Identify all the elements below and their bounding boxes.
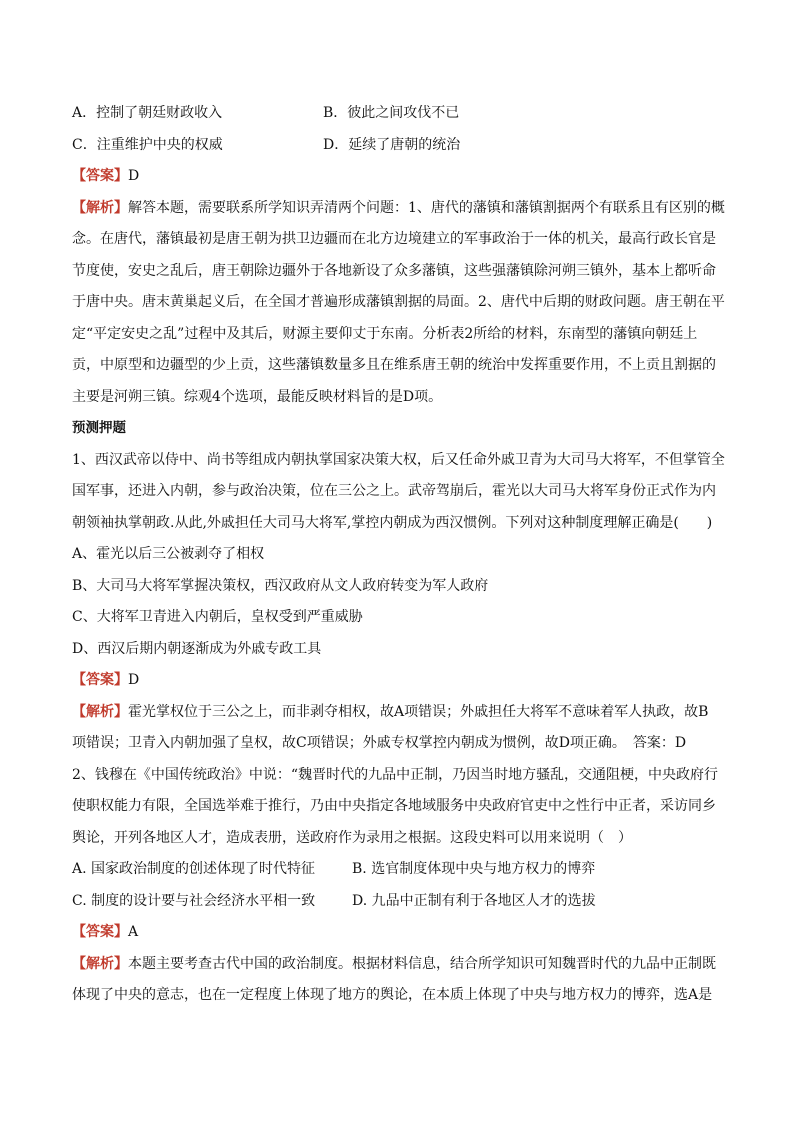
stem-line: 使职权能力有限，全国选举难于推行，乃由中央指定各地域服务中央政府官吏中之性行中正者，采访同乡 [72,798,716,814]
analysis-tag: 【解析】 [72,199,128,216]
analysis-line: 项错误；卫青入内朝加强了皇权，故C项错误；外戚专权掌控内朝成为惯例，故D项正确。 答案：D [72,735,687,751]
q2-stem [72,760,724,855]
analysis-line: 体现了中央的意志，也在一定程度上体现了地方的舆论，在本质上体现了中央与地方权力的博弈，选A是 [72,987,713,1003]
q1-option-d[interactable]: D、西汉后期内朝逐渐成为外戚专政工具 [72,640,322,657]
analysis-line: 念。在唐代，藩镇最初是唐王朝为拱卫边疆而在北方边境建立的军事政治于一体的机关，最高行政长官是 [72,231,716,247]
q1-stem [72,445,724,540]
stem-line: 1、西汉武帝以侍中、尚书等组成内朝执掌国家决策大权，后又任命外戚卫青为大司马大将军，不但掌管全 [72,451,725,468]
answer-tag: 【答案】 [72,924,128,940]
analysis-line: 主要是河朔三镇。综观4个选项，最能反映材料旨的是D项。 [72,388,443,405]
q1-analysis [72,697,724,760]
q0-options-row-2 [72,130,724,162]
q1-option-b[interactable]: B、大司马大将军掌握决策权，西汉政府从文人政府转变为军人政府 [72,577,489,594]
q0-answer [72,161,724,193]
q0-option-b[interactable]: B．彼此之间攻伐不已 [323,105,460,121]
analysis-line: 定“平定安史之乱”过程中及其后，财源主要仰丈于东南。分析表2所给的材料，东南型的藩镇向朝廷上 [72,325,698,342]
answer-value: A [128,924,139,940]
q2-analysis [72,949,724,1012]
answer-tag: 【答案】 [72,672,128,688]
document-page [72,98,724,1012]
q1-option-a[interactable]: A、霍光以后三公被剥夺了相权 [72,546,265,562]
analysis-tag: 【解析】 [72,703,128,720]
analysis-line: 霍光掌权位于三公之上，而非剥夺相权，故A项错误；外戚担任大将军不意味着军人执政，故B [128,703,709,720]
analysis-line: 本题主要考查古代中国的政治制度。根据材料信息，结合所学知识可知魏晋时代的九品中正制既 [128,955,716,972]
q2-option-d[interactable]: D. 九品中正制有利于各地区人才的选拔 [352,892,596,909]
q2-answer [72,917,724,949]
answer-value: D [128,672,140,688]
analysis-line: 解答本题，需要联系所学知识弄清两个问题：1、唐代的藩镇和藩镇割据两个有联系且有区别的概 [128,199,725,216]
q1-answer [72,665,724,697]
analysis-tag: 【解析】 [72,955,128,972]
stem-line: 朝领袖执掌朝政.从此,外戚担任大司马大将军,掌控内朝成为西汉惯例。下列对这种制度理解正确是( ) [72,514,713,531]
stem-line: 舆论，开列各地区人才，造成表册，送政府作为录用之根据。这段史料可以用来说明（ ） [72,829,632,846]
q0-option-c[interactable]: C．注重维护中央的权威 [72,136,223,153]
q0-options-row-1 [72,98,724,130]
q1-option-c[interactable]: C、大将军卫青进入内朝后，皇权受到严重威胁 [72,609,363,625]
q2-options-row-2 [72,886,724,918]
analysis-line: 贡，中原型和边疆型的少上贡，这些藩镇数量多且在维系唐王朝的统治中发挥重要作用，不上贡且割据的 [72,357,716,373]
answer-value: D [128,168,140,184]
stem-line: 2、钱穆在《中国传统政治》中说：“魏晋时代的九品中正制，乃因当时地方骚乱，交通阻梗，中央政府行 [72,766,719,783]
section-title: 预测押题 [72,420,126,436]
q0-option-a[interactable]: A．控制了朝廷财政收入 [72,105,223,121]
q0-analysis [72,193,724,414]
q2-options-row-1 [72,854,724,886]
analysis-line: 于唐中央。唐末黄巢起义后，在全国才普遍形成藩镇割据的局面。2、唐代中后期的财政问题。唐王朝在平 [72,294,725,310]
q2-option-b[interactable]: B. 选官制度体现中央与地方权力的博弈 [352,861,596,877]
stem-line: 国军事，还进入内朝，参与政治决策，位在三公之上。武帝驾崩后，霍光以大司马大将军身份正式作为内 [72,483,716,499]
analysis-line: 节度使，安史之乱后，唐王朝除边疆外于各地新设了众多藩镇，这些强藩镇除河朔三镇外，基本上都听命 [72,262,716,279]
q0-option-d[interactable]: D．延续了唐朝的统治 [323,136,461,153]
q2-option-a[interactable]: A. 国家政治制度的创述体现了时代特征 [72,861,316,877]
q2-option-c[interactable]: C. 制度的设计要与社会经济水平相一致 [72,892,316,909]
answer-tag: 【答案】 [72,168,128,184]
